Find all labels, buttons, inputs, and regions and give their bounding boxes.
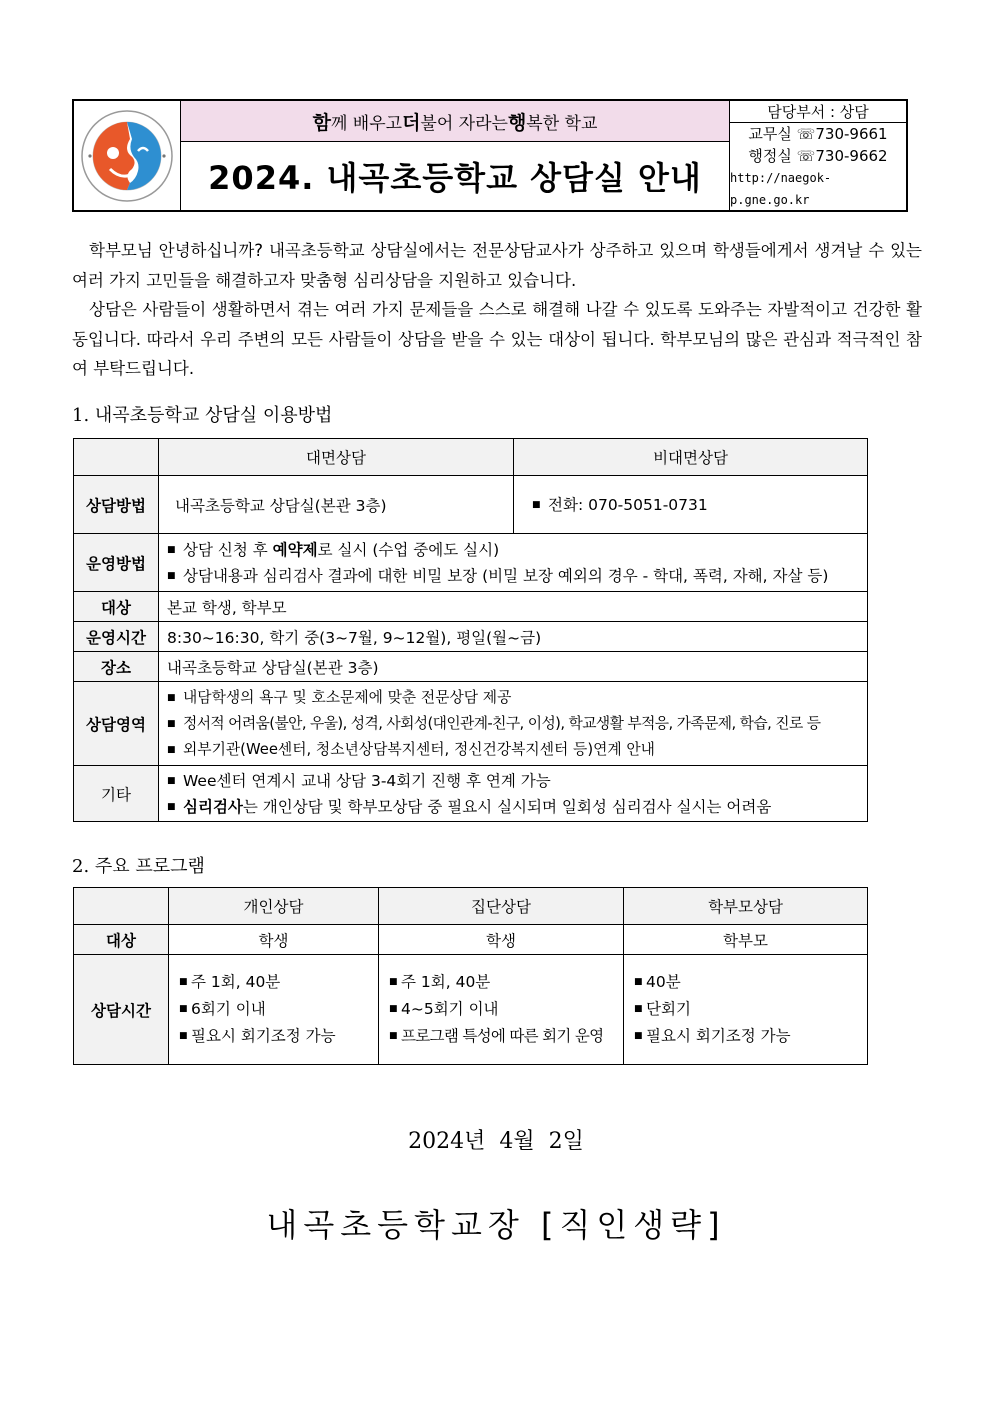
section-1-title: 1. 내곡초등학교 상담실 이용방법	[72, 405, 333, 426]
table-row	[74, 766, 868, 822]
header-individual: 개인상담	[169, 888, 379, 925]
table-row	[74, 622, 868, 652]
time-individual	[169, 955, 379, 1065]
header-group: 집단상담	[379, 888, 624, 925]
table-header-row	[74, 439, 868, 476]
list-item	[159, 794, 857, 820]
list-item: ■ 주 1회, 40분	[387, 969, 615, 996]
list-item: ■ 4~5회기 이내	[387, 996, 615, 1023]
row-label-operation: 운영방법	[74, 534, 159, 592]
list-item: ■ 내담학생의 욕구 및 호소문제에 맞춘 전문상담 제공	[159, 685, 857, 711]
item-text: 상담 신청 후	[183, 540, 273, 559]
row-label-target: 대상	[74, 592, 159, 622]
item-bold: 예약제	[272, 540, 318, 559]
remote-method-cell	[514, 476, 868, 534]
table-row	[74, 682, 868, 766]
document-header	[72, 99, 908, 212]
contact-info	[730, 123, 906, 211]
slogan-bold-1: 함	[312, 111, 331, 134]
intro-paragraph-2: 상담은 사람들이 생활하면서 겪는 여러 가지 문제들을 스스로 해결해 나갈 수 있도록 도와주는 자발적이고 건강한 활동입니다. 따라서 우리 주변의 모든 사람들이 상담을 받을 수 있는 대상이 됩니다. 학부모님의 많은 관심과 적극적인 참여 부탁드립니다.	[72, 300, 922, 378]
list-item: ■ 40분	[632, 969, 859, 996]
slogan-bold-2: 더	[402, 111, 421, 134]
usage-table	[73, 438, 868, 822]
header-face-to-face: 대면상담	[159, 439, 514, 476]
intro-paragraph-1: 학부모님 안녕하십니까? 내곡초등학교 상담실에서는 전문상담교사가 상주하고 있으며 학생들에게서 생겨날 수 있는 여러 가지 고민들을 해결하고자 맞춤형 심리상담을 지원하고 있습니다.	[72, 241, 922, 290]
hours-value: 8:30~16:30, 학기 중(3~7월, 9~12월), 평일(월~금)	[159, 622, 868, 652]
list-item: ■ 외부기관(Wee센터, 청소년상담복지센터, 정신건강복지센터 등)연계 안내	[159, 737, 857, 763]
intro-text	[72, 236, 922, 384]
header-right	[730, 101, 906, 210]
item-text: 로 실시 (수업 중에도 실시)	[317, 540, 500, 559]
school-logo-icon	[80, 109, 174, 203]
list-item	[159, 537, 857, 563]
list-item	[159, 563, 857, 589]
row-label-time: 상담시간	[74, 955, 169, 1065]
target-value: 본교 학생, 학부모	[159, 592, 868, 622]
row-label-areas: 상담영역	[74, 682, 159, 766]
operation-cell	[159, 534, 868, 592]
header-empty	[74, 888, 169, 925]
department-label: 담당부서 : 상담	[730, 101, 906, 123]
table-row	[74, 592, 868, 622]
header-parent: 학부모상담	[624, 888, 868, 925]
slogan-text-2: 불어 자라는	[420, 113, 508, 134]
face-method: 내곡초등학교 상담실(본관 3층)	[159, 476, 514, 534]
slogan-text-1: 께 배우고	[330, 113, 403, 134]
school-url[interactable]: http://naegok-p.gne.go.kr	[730, 171, 832, 207]
list-item: ■ 프로그램 특성에 따른 회기 운영	[387, 1023, 615, 1050]
areas-cell	[159, 682, 868, 766]
target-parent: 학부모	[624, 925, 868, 955]
item-text: 는 개인상담 및 학부모상담 중 필요시 실시되며 일회성 심리검사 실시는 어려움	[242, 797, 772, 816]
place-value: 내곡초등학교 상담실(본관 3층)	[159, 652, 868, 682]
table-row	[74, 652, 868, 682]
section-2-title: 2. 주요 프로그램	[72, 856, 205, 877]
programs-table	[73, 887, 868, 1065]
document-date: 2024년 4월 2일	[408, 1129, 584, 1154]
target-individual: 학생	[169, 925, 379, 955]
row-label-etc: 기타	[74, 766, 159, 822]
slogan-text-3: 복한 학교	[526, 113, 598, 134]
table-row	[74, 955, 868, 1065]
table-row	[74, 534, 868, 592]
list-item: ■ 정서적 어려움(불안, 우울), 성격, 사회성(대인관계-친구, 이성), 학교생활 부적응, 가족문제, 학습, 진로 등	[159, 711, 857, 737]
table-row	[74, 925, 868, 955]
etc-cell	[159, 766, 868, 822]
time-group	[379, 955, 624, 1065]
item-bold: 심리검사	[183, 797, 243, 816]
table-header-row	[74, 888, 868, 925]
table-row	[74, 476, 868, 534]
office-phone: 교무실 ☏730-9661	[748, 125, 888, 143]
list-item: ■ 필요시 회기조정 가능	[177, 1023, 370, 1050]
logo-cell	[74, 101, 181, 210]
row-label-hours: 운영시간	[74, 622, 159, 652]
row-label-method: 상담방법	[74, 476, 159, 534]
slogan-bold-3: 행	[507, 111, 527, 134]
list-item: ■ 주 1회, 40분	[177, 969, 370, 996]
item-text: 상담내용과 심리검사 결과에 대한 비밀 보장 (비밀 보장 예외의 경우 - 학대, 폭력, 자해, 자살 등)	[183, 566, 829, 585]
remote-method: ■ 전화: 070-5051-0731	[524, 492, 857, 518]
header-remote: 비대면상담	[514, 439, 868, 476]
row-label-place: 장소	[74, 652, 159, 682]
page-title: 2024. 내곡초등학교 상담실 안내	[208, 159, 702, 197]
principal-signature: 내곡초등학교장 [직인생략]	[266, 1206, 726, 1244]
target-group: 학생	[379, 925, 624, 955]
list-item: ■ Wee센터 연계시 교내 상담 3-4회기 진행 후 연계 가능	[159, 768, 857, 794]
header-middle	[181, 101, 730, 210]
header-empty	[74, 439, 159, 476]
admin-phone: 행정실 ☏730-9662	[748, 147, 888, 165]
list-item: ■ 6회기 이내	[177, 996, 370, 1023]
list-item: ■ 필요시 회기조정 가능	[632, 1023, 859, 1050]
time-parent	[624, 955, 868, 1065]
list-item: ■ 단회기	[632, 996, 859, 1023]
school-slogan	[181, 101, 729, 142]
row-label-target: 대상	[74, 925, 169, 955]
